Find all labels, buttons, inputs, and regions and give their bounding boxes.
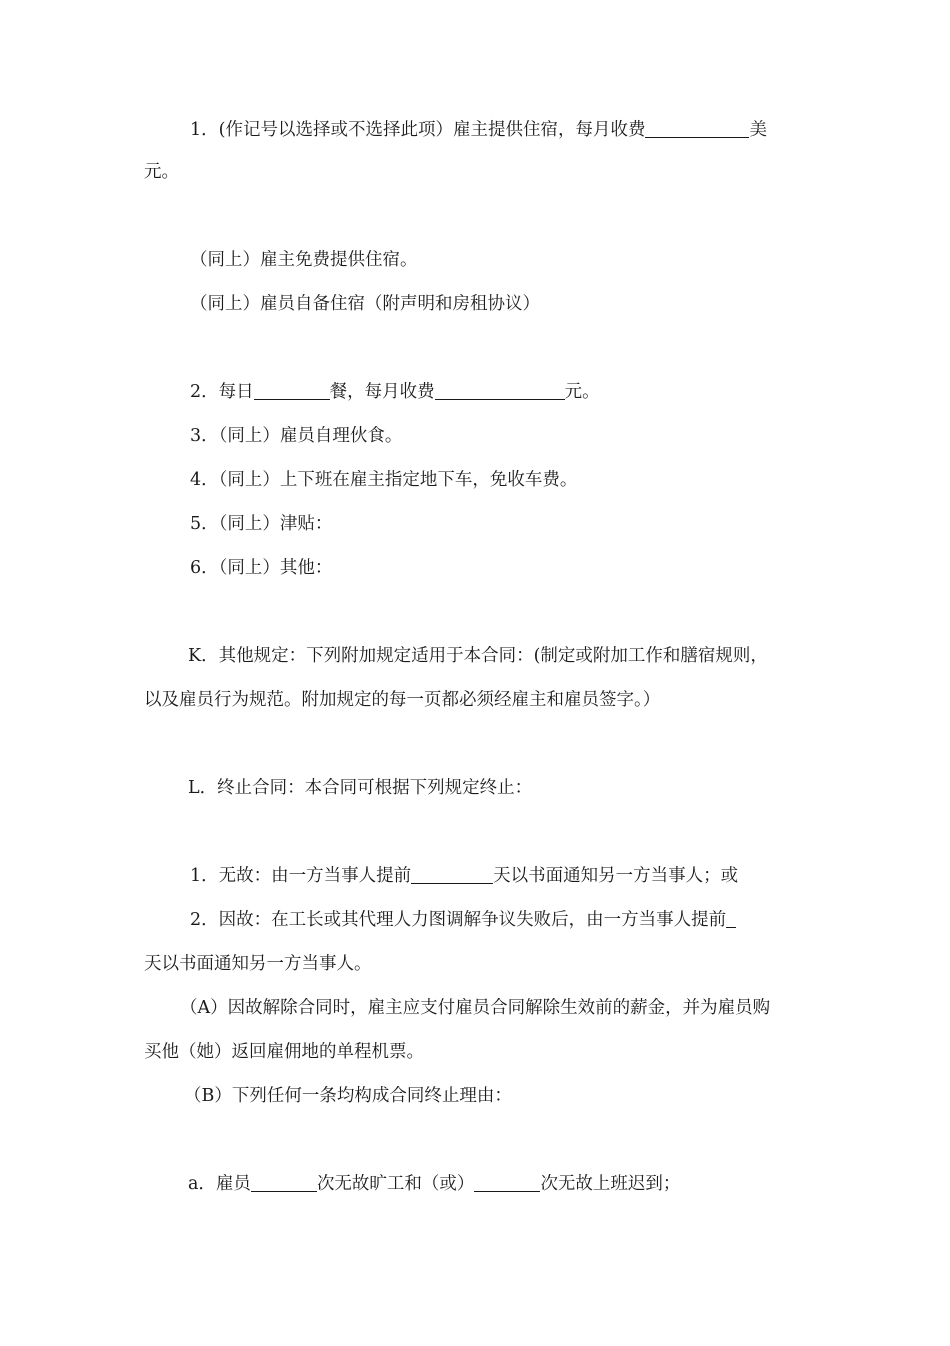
clause-2-prefix: 2．每日 xyxy=(190,382,254,402)
clause-4-transport: 4．（同上）上下班在雇主指定地下车，免收车费。 xyxy=(190,470,578,490)
clause-1-text: 1．(作记号以选择或不选择此项）雇主提供住宿，每月收费 xyxy=(190,120,646,140)
for-cause-continued: 天以书面通知另一方当事人。 xyxy=(144,954,372,974)
ground-a-prefix: a．雇员 xyxy=(188,1174,251,1194)
clause-a-payment: （A）因故解除合同时，雇主应支付雇员合同解除生效前的薪金，并为雇员购 xyxy=(180,998,771,1018)
clause-1-continued: 元。 xyxy=(144,162,179,182)
blank-late-count xyxy=(474,1173,540,1192)
self-housing-option: （同上）雇员自备住宿（附声明和房租协议） xyxy=(190,294,540,314)
clause-2-suffix: 元。 xyxy=(564,382,600,402)
ground-a-middle: 次无故旷工和（或） xyxy=(316,1174,475,1194)
clause-5-allowance: 5．（同上）津贴： xyxy=(190,514,333,534)
for-cause-text: 2．因故：在工长或其代理人力图调解争议失败后，由一方当事人提前 xyxy=(190,910,727,930)
without-cause-suffix: 天以书面通知另一方当事人；或 xyxy=(493,866,739,886)
clause-1-unit: 美 xyxy=(749,120,767,140)
termination-for-cause xyxy=(190,908,736,932)
section-k-continued: 以及雇员行为规范。附加规定的每一页都必须经雇主和雇员签字。） xyxy=(144,690,661,710)
termination-without-cause xyxy=(190,864,738,888)
clause-2-middle: 餐，每月收费 xyxy=(329,382,435,402)
free-housing-option: （同上）雇主免费提供住宿。 xyxy=(190,250,418,270)
blank-notice-days xyxy=(411,865,493,884)
ground-a-absence xyxy=(188,1172,680,1196)
blank-monthly-fee-usd xyxy=(645,119,749,138)
clause-2-meals xyxy=(190,380,600,404)
blank-cause-notice-days xyxy=(726,909,736,928)
clause-3-self-meals: 3．（同上）雇员自理伙食。 xyxy=(190,426,403,446)
clause-b-grounds: （B）下列任何一条均构成合同终止理由： xyxy=(184,1086,512,1106)
ground-a-suffix: 次无故上班迟到； xyxy=(540,1174,681,1194)
section-k-heading: K．其他规定：下列附加规定适用于本合同：(制定或附加工作和膳宿规则， xyxy=(188,646,768,666)
clause-1-housing xyxy=(190,118,767,142)
section-l-heading: L．终止合同：本合同可根据下列规定终止： xyxy=(188,778,533,798)
clause-a-continued: 买他（她）返回雇佣地的单程机票。 xyxy=(144,1042,424,1062)
blank-absence-count xyxy=(251,1173,317,1192)
without-cause-prefix: 1．无故：由一方当事人提前 xyxy=(190,866,412,886)
blank-meal-fee xyxy=(435,381,565,400)
clause-6-other: 6．（同上）其他： xyxy=(190,558,333,578)
blank-meals-per-day xyxy=(254,381,330,400)
